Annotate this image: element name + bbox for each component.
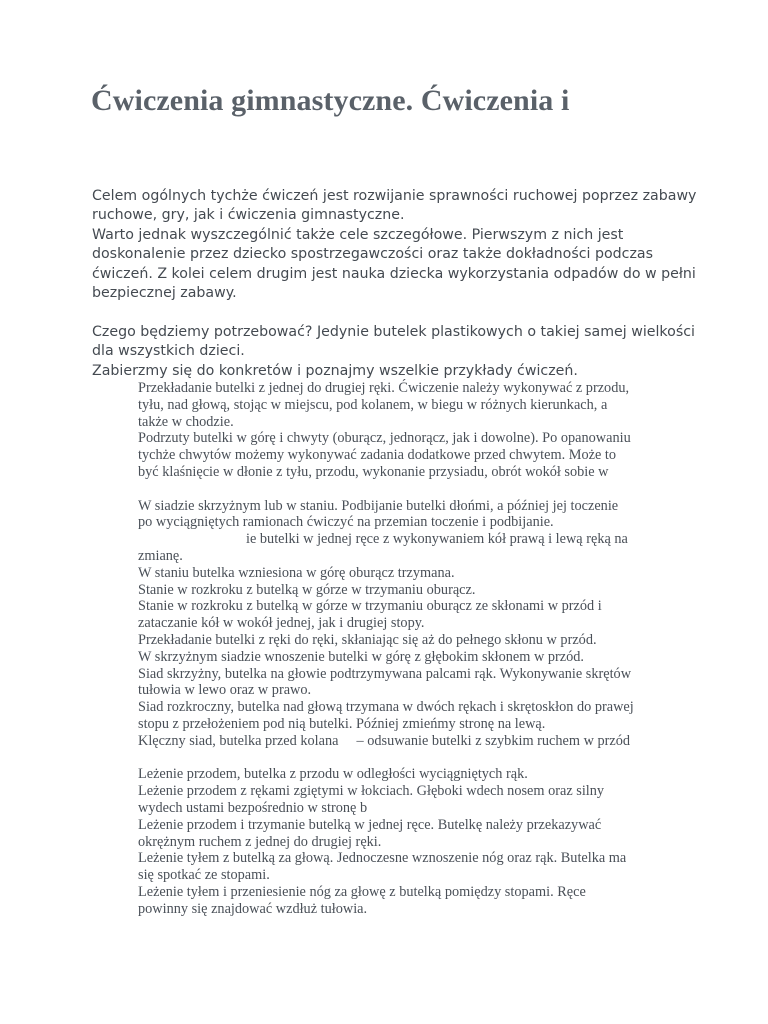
- exercise-line-split: [138, 733, 698, 750]
- exercise-line: zmianę.: [138, 547, 183, 564]
- exercise-text: – odsuwanie butelki z szybkim ruchem w przód: [356, 732, 631, 749]
- exercise-list: [138, 380, 698, 918]
- exercise-line: się spotkać ze stopami.: [138, 867, 270, 884]
- exercise-text: ie butelki w jednej ręce z wykonywaniem kół prawą i lewą ręką na: [246, 531, 628, 548]
- intro-line: ruchowe, gry, jak i ćwiczenia gimnastyczne.: [92, 207, 405, 224]
- exercise-line: także w chodzie.: [138, 413, 234, 430]
- document-title: Ćwiczenia gimnastyczne. Ćwiczenia i: [91, 84, 570, 117]
- exercise-line: Podrzuty butelki w górę i chwyty (oburącz, jednorącz, jak i dowolne). Po opanowaniu: [138, 430, 631, 447]
- exercise-line: Stanie w rozkroku z butelką w górze w trzymaniu oburącz.: [138, 581, 476, 598]
- exercise-line: tułowia w lewo oraz w prawo.: [138, 682, 312, 699]
- exercise-line: Siad rozkroczny, butelka nad głową trzymana w dwóch rękach i skrętoskłon do prawej: [138, 699, 634, 716]
- intro-line: ćwiczeń. Z kolei celem drugim jest nauka dziecka wykorzystania odpadów do w pełni: [92, 265, 696, 282]
- exercise-line: Leżenie przodem z rękami zgiętymi w łokciach. Głęboki wdech nosem oraz silny: [138, 783, 605, 800]
- exercise-line: okrężnym ruchem z jednej do drugiej ręki.: [138, 833, 382, 850]
- paragraph-gap: [92, 303, 692, 322]
- exercise-line: tychże chwytów możemy wykonywać zadania dodatkowe przed chwytem. Może to: [138, 447, 616, 464]
- exercise-line: W siadzie skrzyżnym lub w staniu. Podbijanie butelki dłońmi, a później jej toczenie: [138, 497, 619, 514]
- exercise-line: zataczanie kół w wokół jednej, jak i drugiej stopy.: [138, 615, 425, 632]
- intro-line: dla wszystkich dzieci.: [92, 343, 245, 360]
- intro-line: doskonalenie przez dziecko spostrzegawczości oraz także dokładności podczas: [92, 246, 654, 263]
- exercise-line: być klaśnięcie w dłonie z tyłu, przodu, wykonanie przysiadu, obrót wokół sobie w: [138, 463, 609, 480]
- exercise-text: Klęczny siad, butelka przed kolana: [138, 732, 339, 749]
- exercise-line: Stanie w rozkroku z butelką w górze w trzymaniu oburącz ze skłonami w przód i: [138, 598, 602, 615]
- exercise-line: W staniu butelka wzniesiona w górę oburącz trzymana.: [138, 564, 455, 581]
- exercise-line: Leżenie tyłem z butelką za głową. Jednoczesne wznoszenie nóg oraz rąk. Butelka ma: [138, 850, 627, 867]
- exercise-line: Leżenie tyłem i przeniesienie nóg za głowę z butelką pomiędzy stopami. Ręce: [138, 883, 586, 900]
- intro-line: bezpiecznej zabawy.: [92, 285, 237, 302]
- exercise-line: W skrzyżnym siadzie wnoszenie butelki w górę z głębokim skłonem w przód.: [138, 648, 585, 665]
- paragraph-gap: [138, 481, 698, 498]
- paragraph-gap: [138, 750, 698, 767]
- exercise-line: Siad skrzyżny, butelka na głowie podtrzymywana palcami rąk. Wykonywanie skrętów: [138, 665, 632, 682]
- intro-line: Czego będziemy potrzebować? Jedynie butelek plastikowych o takiej samej wielkości: [92, 323, 695, 340]
- intro-line: Zabierzmy się do konkretów i poznajmy wszelkie przykłady ćwiczeń.: [92, 362, 578, 379]
- exercise-line: Leżenie przodem i trzymanie butelką w jednej ręce. Butelkę należy przekazywać: [138, 816, 602, 833]
- exercise-line: wydech ustami bezpośrednio w stronę b: [138, 799, 368, 816]
- exercise-line: stopu z przełożeniem pod nią butelki. Później zmieńmy stronę na lewą.: [138, 715, 546, 732]
- exercise-line: Przekładanie butelki z jednej do drugiej ręki. Ćwiczenie należy wykonywać z przodu,: [138, 380, 630, 396]
- intro-paragraphs: [92, 187, 697, 381]
- exercise-line: Leżenie przodem, butelka z przodu w odległości wyciągniętych rąk.: [138, 766, 528, 783]
- intro-line: Celem ogólnych tychże ćwiczeń jest rozwijanie sprawności ruchowej poprzez zabawy: [92, 188, 697, 204]
- exercise-line-indented: [138, 531, 698, 548]
- exercise-line: powinny się znajdować wzdłuż tułowia.: [138, 900, 368, 917]
- exercise-line: tyłu, nad głową, stojąc w miejscu, pod kolanem, w biegu w różnych kierunkach, a: [138, 396, 608, 413]
- exercise-line: Przekładanie butelki z ręki do ręki, skłaniając się aż do pełnego skłonu w przód.: [138, 631, 597, 648]
- exercise-line: po wyciągniętych ramionach ćwiczyć na przemian toczenie i podbijanie.: [138, 514, 554, 531]
- intro-line: Warto jednak wyszczególnić także cele szczegółowe. Pierwszym z nich jest: [92, 226, 624, 243]
